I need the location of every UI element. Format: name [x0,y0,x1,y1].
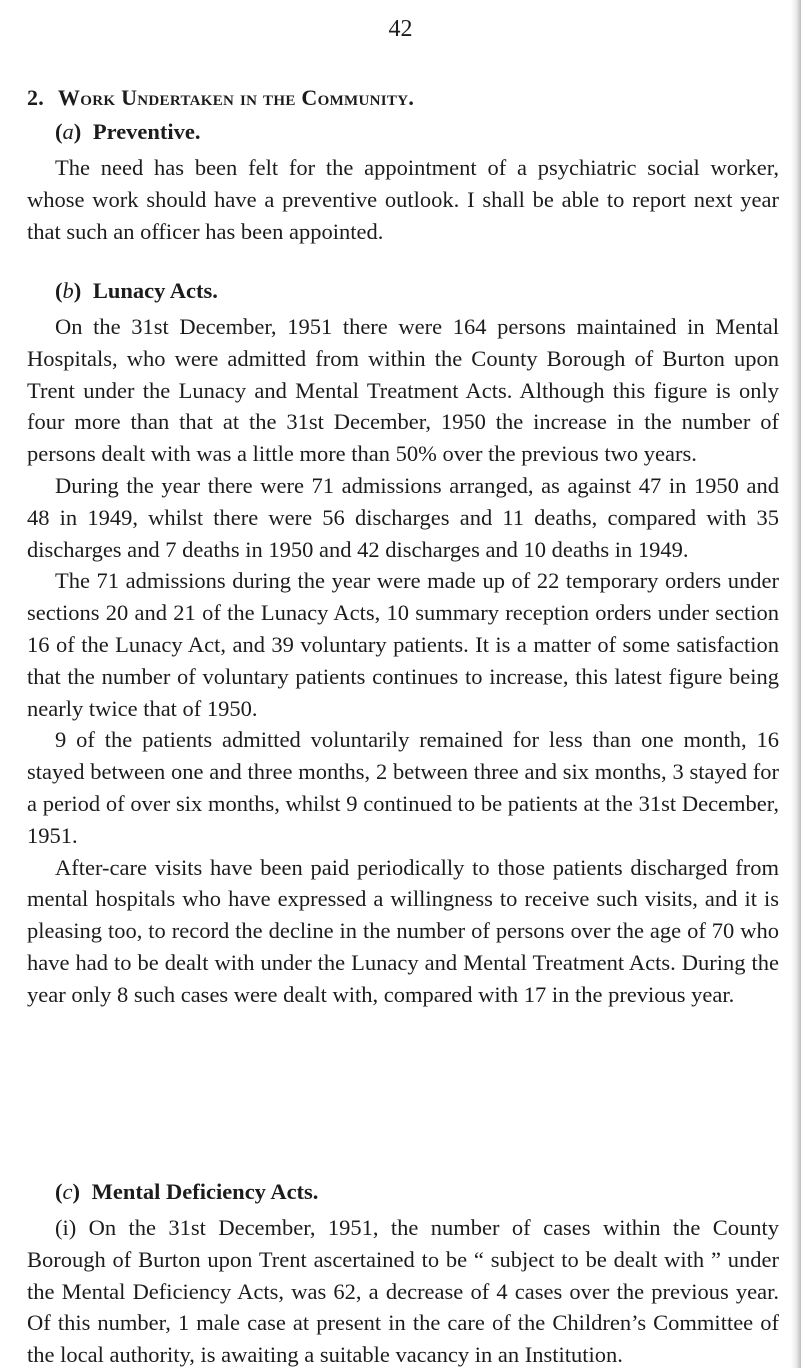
preventive-title: Preventive. [92,119,201,144]
mental-deficiency-body [27,1212,779,1371]
page-number: 42 [388,16,413,42]
mental-deficiency-title: Mental Deficiency Acts. [91,1179,319,1204]
paragraph: 9 of the patients admitted voluntarily remained for less than one month, 16 stayed between one and three months, 2 between three and six months, 3 stayed for a period of over six months, whilst 9 continued to be patients at the 31st December, 1951. [27,727,779,848]
section-heading [27,85,414,111]
lunacy-title: Lunacy Acts. [92,278,218,303]
paragraph: The need has been felt for the appointment of a psychiatric social worker, whose work should have a preventive outlook. I shall be able to report next year that such an officer has been appointed. [27,155,779,244]
lunacy-label: b [62,278,74,303]
lunacy-heading: (b) Lunacy Acts. [55,278,218,303]
paragraph: After-care visits have been paid periodically to those patients discharged from mental hospitals who have expressed a willingness to receive such visits, and it is pleasing too, to record the decline in the number of persons over the age of 70 who have had to be dealt with under the Lunacy and Mental Treatment Acts. During the year only 8 such cases were dealt with, compared with 17 in the previous year. [27,854,779,1007]
paragraph: (i) On the 31st December, 1951, the number of cases within the County Borough of Burton upon Trent ascertained to be “ subject to be dealt with ” under the Mental Deficiency Acts, was 62, a decrease of 4 cases over the previous year. Of this number, 1 male case at present in the care of the Children’s Committee of the local authority, is awaiting a suitable vacancy in an Institution. [27,1215,779,1368]
page-edge-shadow [791,0,801,1368]
paragraph: During the year there were 71 admissions arranged, as against 47 in 1950 and 48 in 1949, whilst there were 56 discharges and 11 deaths, compared with 35 discharges and 7 deaths in 1950 and 42 discharges and 10 deaths in 1949. [27,472,779,562]
preventive-label: a [62,119,74,144]
paragraph: On the 31st December, 1951 there were 164 persons maintained in Mental Hospitals, who were admitted from within the County Borough of Burton upon Trent under the Lunacy and Mental Treatment Acts. Although this figure is only four more than that at the 31st December, 1950 the increase in the number of persons dealt with was a little more than 50% over the previous two years. [27,314,779,467]
paragraph: The 71 admissions during the year were made up of 22 temporary orders under sections 20 and 21 of the Lunacy Acts, 10 summary reception orders under section 16 of the Lunacy Act, and 39 voluntary patients. It is a matter of some satisfaction that the number of voluntary patients continues to increase, this latest figure being nearly twice that of 1950. [27,568,779,721]
mental-deficiency-heading: (c) Mental Deficiency Acts. [55,1179,319,1204]
mental-deficiency-label: c [62,1179,73,1204]
preventive-body [27,152,779,247]
section-number: 2. [27,85,45,110]
lunacy-body [27,311,779,1011]
preventive-heading: (a) Preventive. [55,119,201,144]
section-title: Work Undertaken in the Community. [57,85,415,110]
